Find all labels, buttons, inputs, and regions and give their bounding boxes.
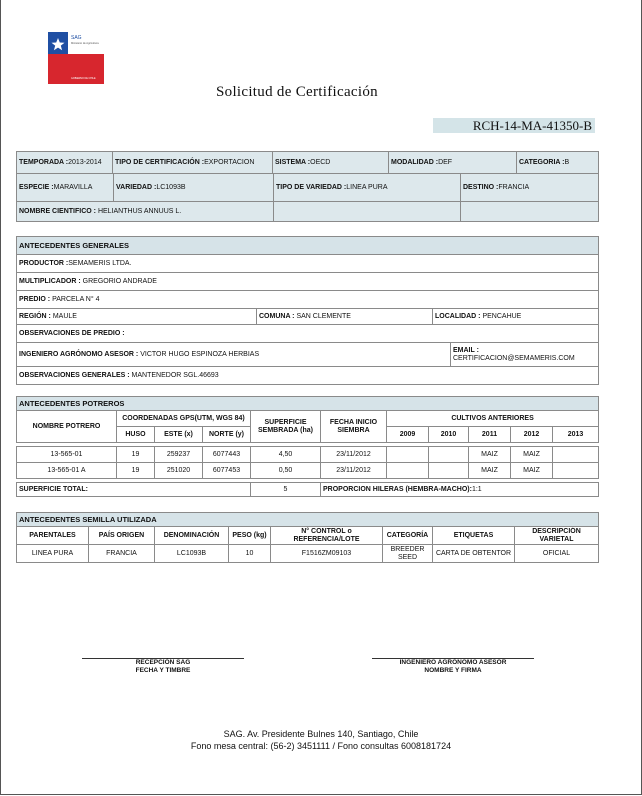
col-denominacion: DENOMINACIÓN	[155, 527, 229, 545]
logo-line3: GOBIERNO DE CHILE	[71, 77, 96, 80]
signature-ingeniero: INGENIERO AGRÓNOMO ASESOR NOMBRE Y FIRMA	[372, 658, 534, 675]
tipo-variedad-cell: TIPO DE VARIEDAD :LINEA PURA	[274, 174, 461, 202]
general-info-table	[16, 151, 599, 174]
col-control-lote: N° CONTROL o REFERENCIA/LOTE	[271, 527, 383, 545]
proporcion-hileras: PROPORCION HILERAS (HEMBRA-MACHO):1:1	[321, 483, 599, 497]
potreros-header: ANTECEDENTES POTREROS	[17, 397, 599, 411]
table-row: 13-565-01 A 19 251020 6077453 0,50 23/11/2012 MAIZ MAIZ	[17, 463, 599, 479]
col-nombre-potrero: NOMBRE POTRERO	[17, 411, 117, 443]
col-etiquetas: ETIQUETAS	[433, 527, 515, 545]
table-row: 13-565-01 19 259237 6077443 4,50 23/11/2012 MAIZ MAIZ	[17, 447, 599, 463]
semilla-table	[16, 512, 599, 563]
ingeniero-table	[16, 342, 599, 385]
ingeniero-cell: INGENIERO AGRÓNOMO ASESOR : VICTOR HUGO ESPINOZA HERBIAS	[17, 343, 451, 367]
signature-recepcion-sag: RECEPCIÓN SAG FECHA Y TIMBRE	[82, 658, 244, 675]
destino-cell: DESTINO :FRANCIA	[461, 174, 599, 202]
col-huso: HUSO	[117, 427, 155, 443]
antecedentes-generales-table	[16, 236, 599, 343]
col-descripcion-varietal: DESCRIPCIÓN VARIETAL	[515, 527, 599, 545]
email-cell: EMAIL : CERTIFICACION@SEMAMERIS.COM	[451, 343, 599, 367]
col-norte: NORTE (y)	[203, 427, 251, 443]
observaciones-predio-row: OBSERVACIONES DE PREDIO :	[17, 325, 599, 343]
col-este: ESTE (x)	[155, 427, 203, 443]
logo-line1: SAG	[71, 35, 82, 41]
col-coordenadas: COORDENADAS GPS(UTM, WGS 84)	[117, 411, 251, 427]
sistema-cell: SISTEMA :OECD	[273, 152, 389, 174]
superficie-total-label: SUPERFICIE TOTAL:	[17, 483, 251, 497]
especie-cell: ESPECIE :MARAVILLA	[17, 174, 114, 202]
col-categoria: CATEGORÍA	[383, 527, 433, 545]
categoria-cell: CATEGORIA :B	[517, 152, 599, 174]
comuna-cell: COMUNA : SAN CLEMENTE	[257, 309, 433, 325]
region-cell: REGIÓN : MAULE	[17, 309, 257, 325]
semilla-header: ANTECEDENTES SEMILLA UTILIZADA	[17, 513, 599, 527]
multiplicador-row: MULTIPLICADOR : GREGORIO ANDRADE	[17, 273, 599, 291]
tipo-certificacion-cell: TIPO DE CERTIFICACIÓN :EXPORTACION	[113, 152, 273, 174]
productor-row: PRODUCTOR :SEMAMERIS LTDA.	[17, 255, 599, 273]
observaciones-generales-row: OBSERVACIONES GENERALES : MANTENEDOR SGL.46693	[17, 367, 599, 385]
temporada-cell: TEMPORADA :2013-2014	[17, 152, 113, 174]
col-fecha-siembra: FECHA INICIO SIEMBRA	[321, 411, 387, 443]
variedad-cell: VARIEDAD :LC1093B	[114, 174, 274, 202]
col-year-2011: 2011	[469, 427, 511, 443]
col-parentales: PARENTALES	[17, 527, 89, 545]
col-year-2013: 2013	[553, 427, 599, 443]
col-year-2009: 2009	[387, 427, 429, 443]
modalidad-cell: MODALIDAD :DEF	[389, 152, 517, 174]
col-year-2012: 2012	[511, 427, 553, 443]
col-cultivos-anteriores: CULTIVOS ANTERIORES	[387, 411, 599, 427]
table-row: LINEA PURA FRANCIA LC1093B 10 F1516ZM09103 BREEDER SEED CARTA DE OBTENTOR OFICIAL	[17, 545, 599, 563]
sag-logo	[48, 32, 104, 84]
localidad-cell: LOCALIDAD : PENCAHUE	[433, 309, 599, 325]
antecedentes-generales-header: ANTECEDENTES GENERALES	[17, 237, 599, 255]
col-peso: PESO (kg)	[229, 527, 271, 545]
col-pais-origen: PAÍS ORIGEN	[89, 527, 155, 545]
logo-line2: Ministerio de Agricultura	[71, 42, 99, 45]
superficie-total-value: 5	[251, 483, 321, 497]
footer-address: SAG. Av. Presidente Bulnes 140, Santiago, Chile	[223, 729, 419, 739]
general-info-table-2	[16, 173, 599, 222]
footer-phones: Fono mesa central: (56-2) 3451111 / Fono consultas 6008181724	[190, 741, 452, 751]
potreros-table	[16, 396, 599, 497]
nombre-cientifico-cell: NOMBRE CIENTIFICO : HELIANTHUS ANNUUS L.	[17, 202, 274, 222]
col-year-2010: 2010	[429, 427, 469, 443]
col-superficie: SUPERFICIE SEMBRADA (ha)	[251, 411, 321, 443]
predio-row: PREDIO : PARCELA N° 4	[17, 291, 599, 309]
document-title: Solicitud de Certificación	[216, 84, 378, 100]
footer	[0, 728, 642, 752]
reference-number: RCH-14-MA-41350-B	[433, 118, 595, 133]
